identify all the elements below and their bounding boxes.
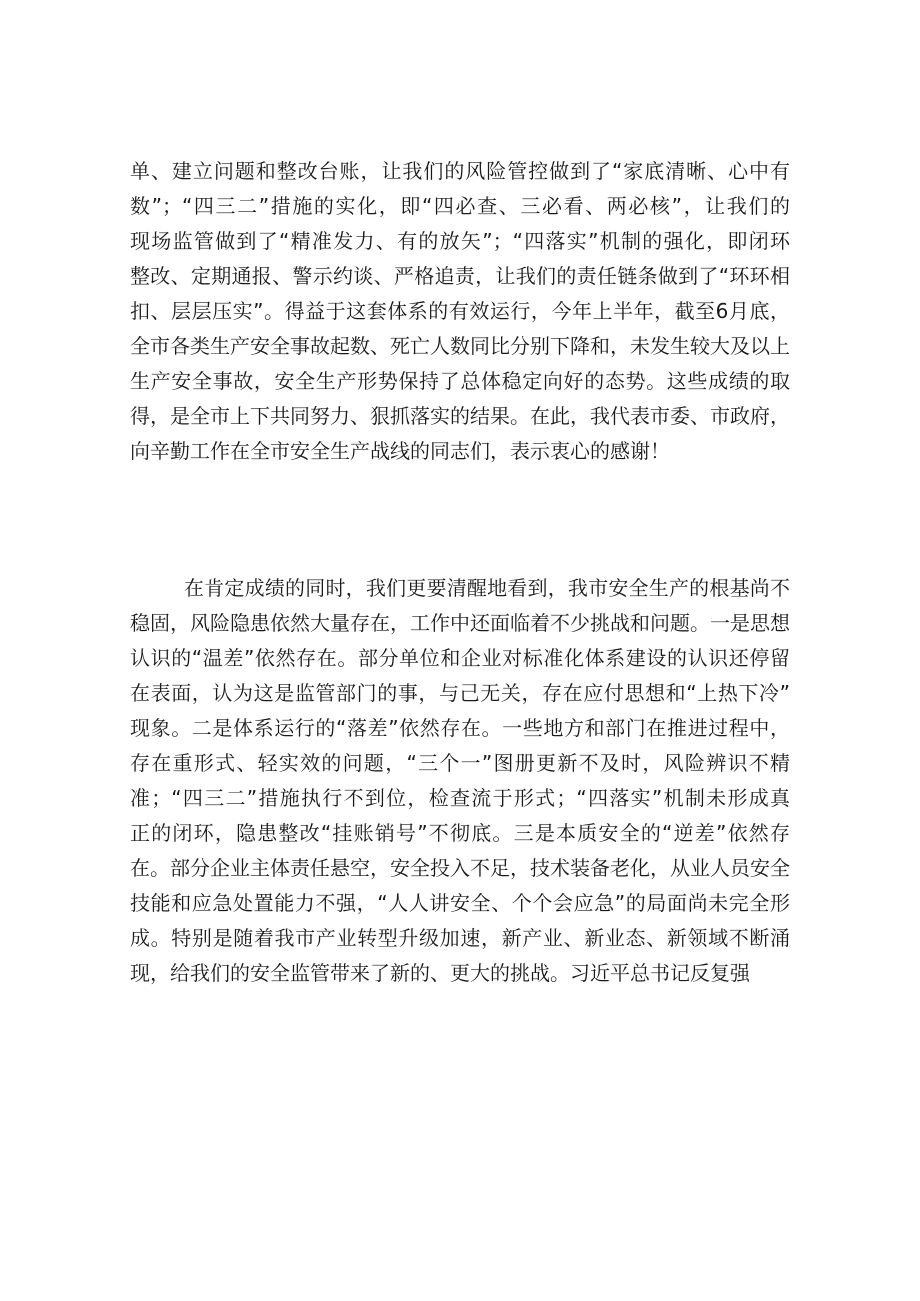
text-line: 扣、层层压实”。得益于这套体系的有效运行，今年上半年，截至6月底， bbox=[130, 299, 790, 323]
text-line: 稳固，风险隐患依然大量存在，工作中还面临着不少挑战和问题。一是思想 bbox=[130, 611, 790, 635]
text-line: 认识的“温差”依然存在。部分单位和企业对标准化体系建设的认识还停留 bbox=[130, 646, 790, 670]
paragraph-achievements bbox=[130, 154, 790, 469]
text-line: 得，是全市上下共同努力、狠抓落实的结果。在此，我代表市委、市政府， bbox=[130, 404, 790, 428]
text-line: 在肯定成绩的同时，我们更要清醒地看到，我市安全生产的根基尚不 bbox=[184, 576, 790, 600]
text-line: 单、建立问题和整改台账，让我们的风险管控做到了“家底清晰、心中有 bbox=[130, 159, 790, 183]
text-line: 数”；“四三二”措施的实化，即“四必查、三必看、两必核”，让我们的 bbox=[130, 194, 790, 218]
text-line: 整改、定期通报、警示约谈、严格追责，让我们的责任链条做到了“环环相 bbox=[130, 264, 790, 288]
text-line: 正的闭环，隐患整改“挂账销号”不彻底。三是本质安全的“逆差”依然存 bbox=[130, 821, 790, 845]
text-line: 生产安全事故，安全生产形势保持了总体稳定向好的态势。这些成绩的取 bbox=[130, 369, 790, 393]
text-line: 向辛勤工作在全市安全生产战线的同志们，表示衷心的感谢！ bbox=[130, 439, 670, 463]
text-line: 现场监管做到了“精准发力、有的放矢”；“四落实”机制的强化，即闭环 bbox=[130, 229, 790, 253]
text-line: 全市各类生产安全事故起数、死亡人数同比分别下降和，未发生较大及以上 bbox=[130, 334, 790, 358]
text-line: 在。部分企业主体责任悬空，安全投入不足，技术装备老化，从业人员安全 bbox=[130, 856, 790, 880]
text-line: 准；“四三二”措施执行不到位，检查流于形式；“四落实”机制未形成真 bbox=[130, 786, 790, 810]
text-line: 成。特别是随着我市产业转型升级加速，新产业、新业态、新领域不断涌 bbox=[130, 926, 790, 950]
text-line: 现，给我们的安全监管带来了新的、更大的挑战。习近平总书记反复强 bbox=[130, 961, 750, 985]
text-line: 技能和应急处置能力不强，“人人讲安全、个个会应急”的局面尚未完全形 bbox=[130, 891, 790, 915]
paragraph-problems bbox=[130, 571, 790, 991]
text-line: 在表面，认为这是监管部门的事，与己无关，存在应付思想和“上热下冷” bbox=[130, 681, 790, 705]
text-line: 存在重形式、轻实效的问题，“三个一”图册更新不及时，风险辨识不精 bbox=[130, 751, 790, 775]
text-line: 现象。二是体系运行的“落差”依然存在。一些地方和部门在推进过程中， bbox=[130, 716, 790, 740]
